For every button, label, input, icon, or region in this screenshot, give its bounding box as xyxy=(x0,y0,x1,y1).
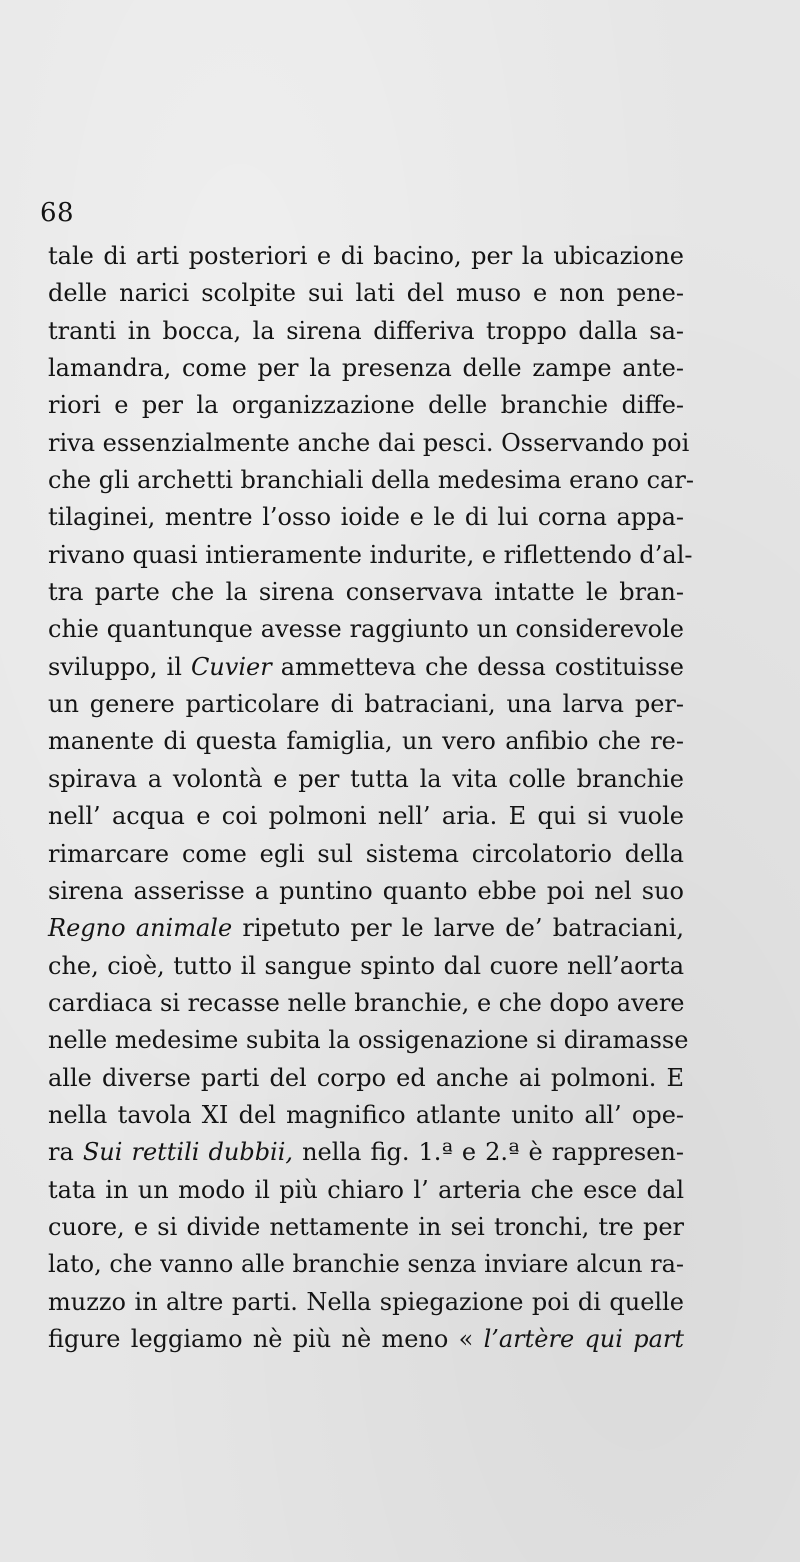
italic-text: Sui rettili dubbii, xyxy=(82,1138,294,1167)
text-line xyxy=(48,910,684,947)
text-segment: rivano quasi intieramente indurite, e riflettendo d’al- xyxy=(48,540,693,569)
text-line xyxy=(48,1172,684,1209)
text-segment: riori e per la organizzazione delle branchie diffe- xyxy=(48,391,684,420)
text-segment: lamandra, come per la presenza delle zampe ante- xyxy=(48,354,684,383)
text-line xyxy=(48,1060,684,1097)
text-line xyxy=(48,798,684,835)
text-line xyxy=(48,387,684,424)
text-segment: tale di arti posteriori e di bacino, per la ubicazione xyxy=(48,242,684,270)
text-segment: tata in un modo il più chiaro l’ arteria che esce dal xyxy=(48,1175,684,1204)
text-segment: cuore, e si divide nettamente in sei tronchi, tre per xyxy=(48,1212,684,1241)
text-segment: rimarcare come egli sul sistema circolatorio della xyxy=(48,839,684,868)
text-line xyxy=(48,574,684,611)
text-segment: ripetuto per le larve de’ batraciani, xyxy=(232,914,684,943)
text-line xyxy=(48,1097,684,1134)
text-segment: ammetteva che dessa costituisse xyxy=(271,652,684,681)
text-line xyxy=(48,948,684,985)
text-line xyxy=(48,611,684,648)
text-line xyxy=(48,1022,689,1059)
text-segment: tilaginei, mentre l’osso ioide e le di lui corna appa- xyxy=(48,503,684,532)
text-line xyxy=(48,238,684,275)
text-segment: muzzo in altre parti. Nella spiegazione poi di quelle xyxy=(48,1287,684,1316)
text-line xyxy=(48,313,684,350)
text-segment: figure leggiamo nè più nè meno « xyxy=(48,1324,484,1353)
text-segment: riva essenzialmente anche dai pesci. Osservando poi xyxy=(48,428,690,457)
page-number: 68 xyxy=(40,198,75,228)
text-line xyxy=(48,537,693,574)
text-segment: nella fig. 1.ª e 2.ª è rappresen- xyxy=(293,1138,684,1167)
text-segment: chie quantunque avesse raggiunto un considerevole xyxy=(48,615,684,644)
text-line xyxy=(48,425,690,462)
text-line xyxy=(48,723,684,760)
text-line xyxy=(48,350,684,387)
text-segment: nelle medesime subita la ossigenazione si diramasse xyxy=(48,1026,689,1055)
text-segment: sviluppo, il xyxy=(48,652,191,681)
text-segment: cardiaca si recasse nelle branchie, e che dopo avere xyxy=(48,988,685,1017)
text-line xyxy=(48,1321,684,1358)
text-segment: nella tavola XI del magnifico atlante unito all’ ope- xyxy=(48,1100,684,1129)
text-segment: un genere particolare di batraciani, una larva per- xyxy=(48,690,684,719)
text-line xyxy=(48,985,684,1022)
text-segment: tra parte che la sirena conservava intatte le bran- xyxy=(48,578,684,607)
text-line xyxy=(48,836,684,873)
text-line xyxy=(48,761,684,798)
text-line xyxy=(48,1134,684,1171)
text-line xyxy=(48,499,684,536)
text-segment: che, cioè, tutto il sangue spinto dal cuore nell’aorta xyxy=(48,951,684,980)
text-line xyxy=(48,1246,684,1283)
body-text xyxy=(48,238,694,1358)
text-segment: ra xyxy=(48,1138,83,1167)
text-line xyxy=(48,462,694,499)
text-segment: che gli archetti branchiali della medesima erano car- xyxy=(48,466,694,495)
text-segment: tranti in bocca, la sirena differiva troppo dalla sa- xyxy=(48,316,684,345)
text-line xyxy=(48,649,684,686)
italic-text: Cuvier xyxy=(190,652,272,681)
text-segment: alle diverse parti del corpo ed anche ai polmoni. E xyxy=(48,1063,684,1092)
text-line xyxy=(48,1209,684,1246)
text-segment: nell’ acqua e coi polmoni nell’ aria. E qui si vuole xyxy=(48,802,684,831)
italic-text: l’artère qui part xyxy=(483,1324,684,1353)
text-line xyxy=(48,686,684,723)
text-segment: spirava a volontà e per tutta la vita colle branchie xyxy=(48,764,684,793)
text-segment: delle narici scolpite sui lati del muso e non pene- xyxy=(48,279,684,308)
text-segment: sirena asserisse a puntino quanto ebbe poi nel suo xyxy=(48,876,684,905)
text-line xyxy=(48,275,684,312)
italic-text: Regno animale xyxy=(48,914,233,943)
text-line xyxy=(48,1284,684,1321)
text-segment: lato, che vanno alle branchie senza inviare alcun ra- xyxy=(48,1250,684,1279)
text-segment: manente di questa famiglia, un vero anfibio che re- xyxy=(48,727,684,756)
text-line xyxy=(48,873,684,910)
